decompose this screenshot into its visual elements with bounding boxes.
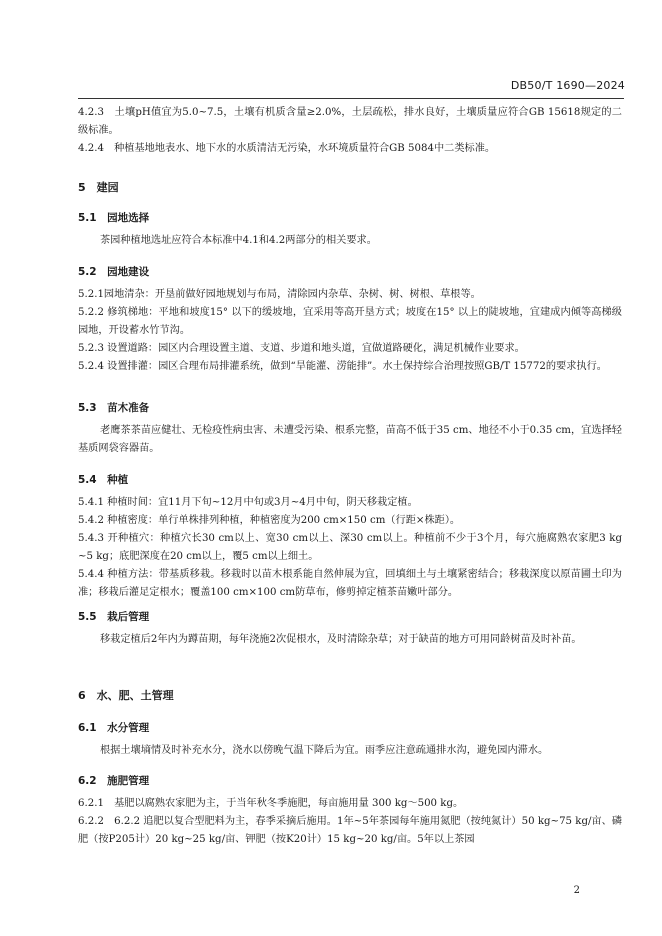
- section-5-2-heading: 5.2 园地建设: [78, 266, 150, 278]
- clause-5-2-2: 5.2.2 修筑梯地：平地和坡度15° 以下的缓坡地，宜采用等高开垦方式；坡度在15° 以上的陡坡地，宜建成内倾等高梯级园地，开设蓄水竹节沟。: [78, 307, 622, 336]
- clause-6-2-2: 6.2.2 6.2.2 追肥以复合型肥料为主，春季采摘后施用。1年~5年茶园每年施用氮肥（按纯氮计）50 kg~75 kg/亩、磷肥（按P205计）20 kg~25 kg/亩、钾肥（按K20计）15 kg~20 kg/亩。5年以上茶园: [78, 816, 622, 845]
- section-5-4-heading: 5.4 种植: [78, 474, 129, 486]
- clause-5-1-text: 茶园种植地选址应符合本标准中4.1和4.2两部分的相关要求。: [100, 235, 377, 246]
- clause-5-4-4: 5.4.4 种植方法：带基质移栽。移栽时以苗木根系能自然伸展为宜，回填细土与土壤紧密结合；移栽深度以原苗圃土印为准；移栽后灌足定根水；覆盖100 cm×100 cm防草布，修剪掉定植茶苗嫩叶部分。: [78, 569, 622, 598]
- clause-4-2-4: 4.2.4 种植基地地表水、地下水的水质清洁无污染，水环境质量符合GB 5084中二类标准。: [78, 143, 496, 154]
- section-5-heading: 5 建园: [78, 181, 119, 194]
- clause-6-2-1: 6.2.1 基肥以腐熟农家肥为主，于当年秋冬季施肥，每亩施用量 300 kg～500 kg。: [78, 798, 464, 809]
- clause-5-3-text: 老鹰茶茶苗应健壮、无检疫性病虫害、未遭受污染、根系完整，苗高不低于35 cm、地径不小于0.35 cm，宜选择轻基质网袋容器苗。: [78, 425, 622, 454]
- clause-5-2-1: 5.2.1园地清杂：开垦前做好园地规划与布局，清除园内杂草、杂树、树、树根、草根等。: [78, 289, 481, 300]
- section-6-heading: 6 水、肥、土管理: [78, 689, 174, 702]
- header-rule: [78, 98, 624, 99]
- section-5-1-heading: 5.1 园地选择: [78, 212, 150, 224]
- clause-5-5-text: 移栽定植后2年内为蹲苗期，每年浇施2次促根水，及时清除杂草；对于缺苗的地方可用同龄树苗及时补苗。: [100, 634, 582, 645]
- clause-5-4-3: 5.4.3 开种植穴：种植穴长30 cm以上、宽30 cm以上、深30 cm以上。种植前不少于3个月，每穴施腐熟农家肥3 kg ~5 kg；底肥深度在20 cm以上，覆5 cm以上细土。: [78, 533, 622, 562]
- clause-6-1-text: 根据土壤墒情及时补充水分，浇水以傍晚气温下降后为宜。雨季应注意疏通排水沟，避免园内滞水。: [100, 745, 549, 756]
- clause-5-2-4: 5.2.4 设置排灌：园区合理布局排灌系统，做到“旱能灌、涝能排”。水土保持综合治理按照GB/T 15772的要求执行。: [78, 361, 607, 372]
- section-5-5-heading: 5.5 栽后管理: [78, 611, 150, 623]
- page-number: 2: [573, 885, 580, 896]
- section-6-2-heading: 6.2 施肥管理: [78, 775, 150, 787]
- document-id-header: DB50/T 1690—2024: [510, 79, 625, 92]
- clause-5-4-1: 5.4.1 种植时间：宜11月下旬~12月中旬或3月~4月中旬，阴天移栽定植。: [78, 497, 418, 508]
- clause-5-4-2: 5.4.2 种植密度：单行单株排列种植，种植密度为200 cm×150 cm（行距×株距）。: [78, 515, 461, 526]
- section-5-3-heading: 5.3 苗木准备: [78, 402, 150, 414]
- section-6-1-heading: 6.1 水分管理: [78, 722, 150, 734]
- clause-5-2-3: 5.2.3 设置道路：园区内合理设置主道、支道、步道和地头道，宜做道路硬化，满足机械作业要求。: [78, 343, 525, 354]
- clause-4-2-3: 4.2.3 土壤pH值宜为5.0~7.5，土壤有机质含量≥2.0%，土层疏松，排水良好，土壤质量应符合GB 15618规定的二级标准。: [78, 107, 622, 136]
